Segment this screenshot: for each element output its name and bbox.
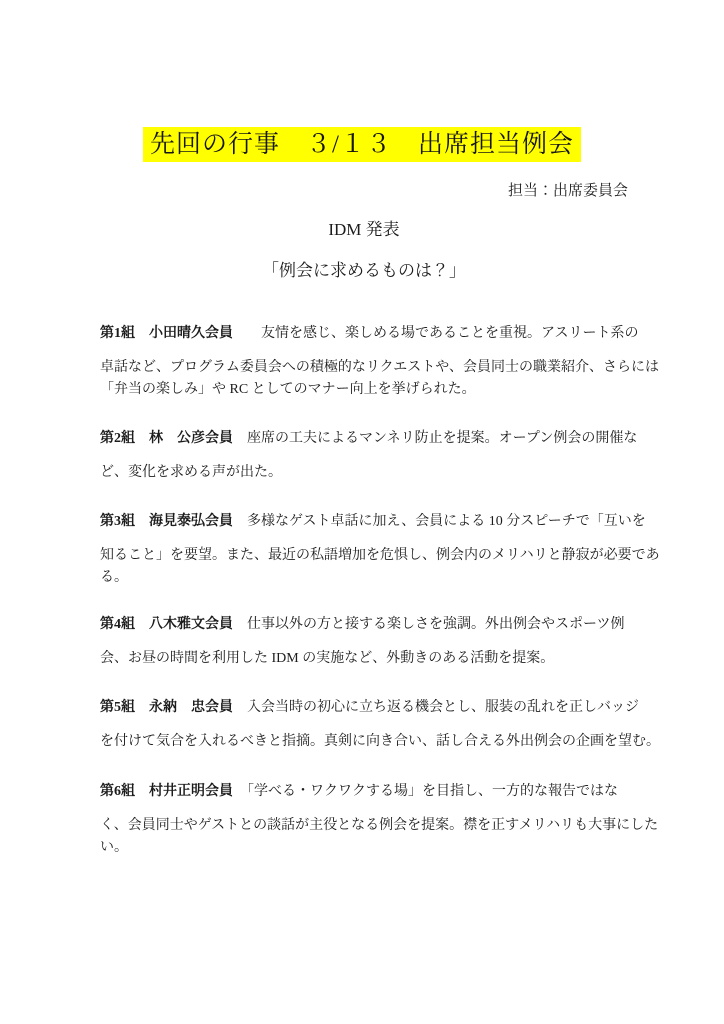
report-line: る。 <box>100 570 128 585</box>
report-text: 座席の工夫によるマンネリ防止を提案。オープン例会の開催な <box>233 431 638 446</box>
group-member-name: 第5組 永納 忠会員 <box>100 700 233 715</box>
report-line <box>100 431 640 447</box>
report-line: く、会員同士やゲストとの談話が主役となる例会を提案。襟を正すメリハリも大事にした <box>100 818 659 833</box>
report-line <box>100 700 640 716</box>
report-line <box>100 326 640 342</box>
report-line: ど、変化を求める声が出た。 <box>100 465 282 480</box>
group-report-2 <box>100 431 640 481</box>
group-report-5 <box>100 700 660 750</box>
report-line <box>100 514 646 530</box>
byline-committee: 担当：出席委員会 <box>507 183 628 199</box>
report-line: を付けて気合を入れるべきと指摘。真剣に向き合い、話し合える外出例会の企画を望む。 <box>100 734 660 749</box>
group-member-name: 第6組 村井正明会員 <box>100 784 233 799</box>
document-title: 先回の行事 ３/１３ 出席担当例会 <box>143 127 581 162</box>
group-report-1 <box>100 326 660 398</box>
group-report-4 <box>100 617 640 667</box>
report-line: 会、お昼の時間を利用した IDM の実施など、外動きのある活動を提案。 <box>100 651 555 666</box>
report-text: 「学べる・ワクワクする場」を目指し、一方的な報告ではな <box>233 784 618 799</box>
report-text: 多様なゲスト卓話に加え、会員による 10 分スピーチで「互いを <box>233 514 646 529</box>
report-text: 入会当時の初心に立ち返る機会とし、服装の乱れを正しバッジ <box>233 700 639 715</box>
group-report-6 <box>100 784 659 856</box>
report-line <box>100 617 640 633</box>
group-member-name: 第4組 八木雅文会員 <box>100 617 233 632</box>
group-member-name: 第3組 海見泰弘会員 <box>100 514 233 529</box>
report-line: 卓話など、プログラム委員会への積極的なリクエストや、会員同士の職業紹介、さらには <box>100 360 660 375</box>
report-text: 友情を感じ、楽しめる場であることを重視。アスリート系の <box>233 326 639 341</box>
group-member-name: 第1組 小田晴久会員 <box>100 326 233 341</box>
group-member-name: 第2組 林 公彦会員 <box>100 431 233 446</box>
heading-theme: 「例会に求めるものは？」 <box>262 261 466 280</box>
report-text: 仕事以外の方と接する楽しさを強調。外出例会やスポーツ例 <box>233 617 625 632</box>
heading-presentation: IDM 発表 <box>328 220 400 239</box>
report-line: 「弁当の楽しみ」や RC としてのマナー向上を挙げられた。 <box>100 382 476 397</box>
report-line: い。 <box>100 840 128 855</box>
report-line: 知ること」を要望。また、最近の私語増加を危惧し、例会内のメリハリと静寂が必要であ <box>100 548 660 563</box>
group-report-3 <box>100 514 660 586</box>
title-row <box>0 127 724 162</box>
report-line <box>100 784 640 800</box>
